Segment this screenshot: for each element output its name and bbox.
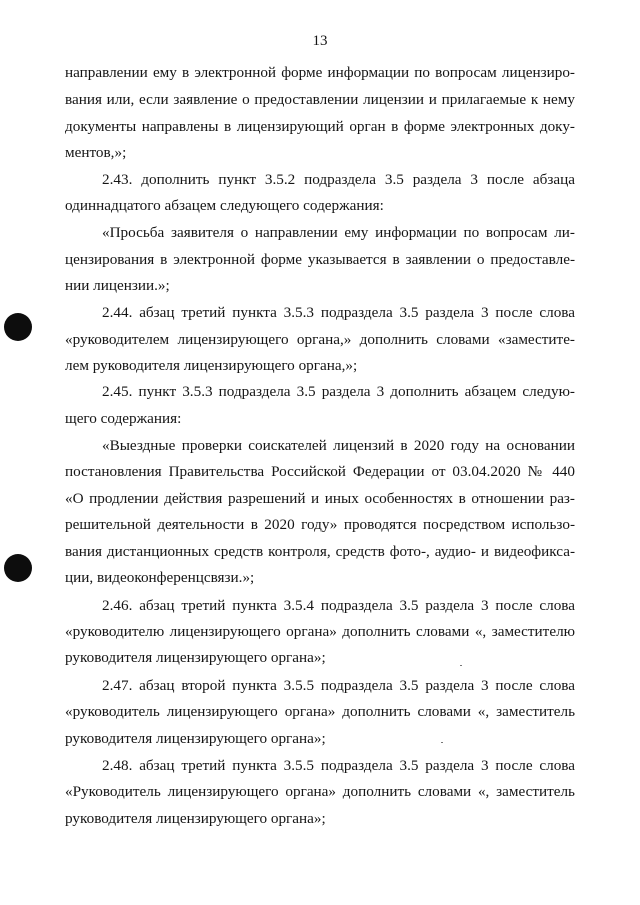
text-line: решительной деятельности в 2020 году» проводятся посредством использо- bbox=[65, 516, 575, 533]
page-number: 13 bbox=[312, 33, 328, 49]
text-line: «Выездные проверки соискателей лицензий в 2020 году на основании bbox=[102, 437, 575, 454]
text-line: ции, видеоконференцсвязи.»; bbox=[65, 569, 255, 586]
punch-hole bbox=[4, 313, 32, 341]
text-line: 2.47. абзац второй пункта 3.5.5 подраздела 3.5 раздела 3 после слова bbox=[102, 677, 575, 694]
text-line: нии лицензии.»; bbox=[65, 277, 170, 294]
text-line: одиннадцатого абзацем следующего содержания: bbox=[65, 197, 384, 214]
text-line: цензирования в электронной форме указывается в заявлении о предоставле- bbox=[65, 251, 575, 268]
scan-speck bbox=[460, 665, 462, 666]
text-line: руководителя лицензирующего органа»; bbox=[65, 649, 326, 666]
text-line: 2.44. абзац третий пункта 3.5.3 подраздела 3.5 раздела 3 после слова bbox=[102, 304, 575, 321]
text-line: документы направлены в лицензирующий орган в форме электронных доку- bbox=[65, 118, 575, 135]
text-line: руководителя лицензирующего органа»; bbox=[65, 730, 326, 747]
text-line: лем руководителя лицензирующего органа,»; bbox=[65, 357, 358, 374]
text-line: руководителя лицензирующего органа»; bbox=[65, 810, 326, 827]
scan-speck bbox=[441, 742, 443, 743]
text-line: постановления Правительства Российской Федерации от 03.04.2020 № 440 bbox=[65, 463, 575, 480]
text-line: «руководитель лицензирующего органа» дополнить словами «, заместитель bbox=[65, 703, 575, 720]
punch-hole bbox=[4, 554, 32, 582]
text-line: «О продлении действия разрешений и иных особенностях в отношении раз- bbox=[65, 490, 575, 507]
text-line: вания дистанционных средств контроля, средств фото-, аудио- и видеофикса- bbox=[65, 543, 575, 560]
text-line: «руководителю лицензирующего органа» дополнить словами «, заместителю bbox=[65, 623, 575, 640]
text-line: 2.48. абзац третий пункта 3.5.5 подраздела 3.5 раздела 3 после слова bbox=[102, 757, 575, 774]
text-line: 2.43. дополнить пункт 3.5.2 подраздела 3.5 раздела 3 после абзаца bbox=[102, 171, 575, 188]
text-line: щего содержания: bbox=[65, 410, 182, 427]
text-line: «Просьба заявителя о направлении ему информации по вопросам ли- bbox=[102, 224, 575, 241]
text-line: 2.46. абзац третий пункта 3.5.4 подраздела 3.5 раздела 3 после слова bbox=[102, 597, 575, 614]
text-line: вания или, если заявление о предоставлении лицензии и прилагаемые к нему bbox=[65, 91, 575, 108]
text-line: «руководителем лицензирующего органа,» дополнить словами «заместите- bbox=[65, 331, 575, 348]
text-line: ментов,»; bbox=[65, 144, 127, 161]
text-line: 2.45. пункт 3.5.3 подраздела 3.5 раздела 3 дополнить абзацем следую- bbox=[102, 383, 575, 400]
text-line: направлении ему в электронной форме информации по вопросам лицензиро- bbox=[65, 64, 575, 81]
text-line: «Руководитель лицензирующего органа» дополнить словами «, заместитель bbox=[65, 783, 575, 800]
